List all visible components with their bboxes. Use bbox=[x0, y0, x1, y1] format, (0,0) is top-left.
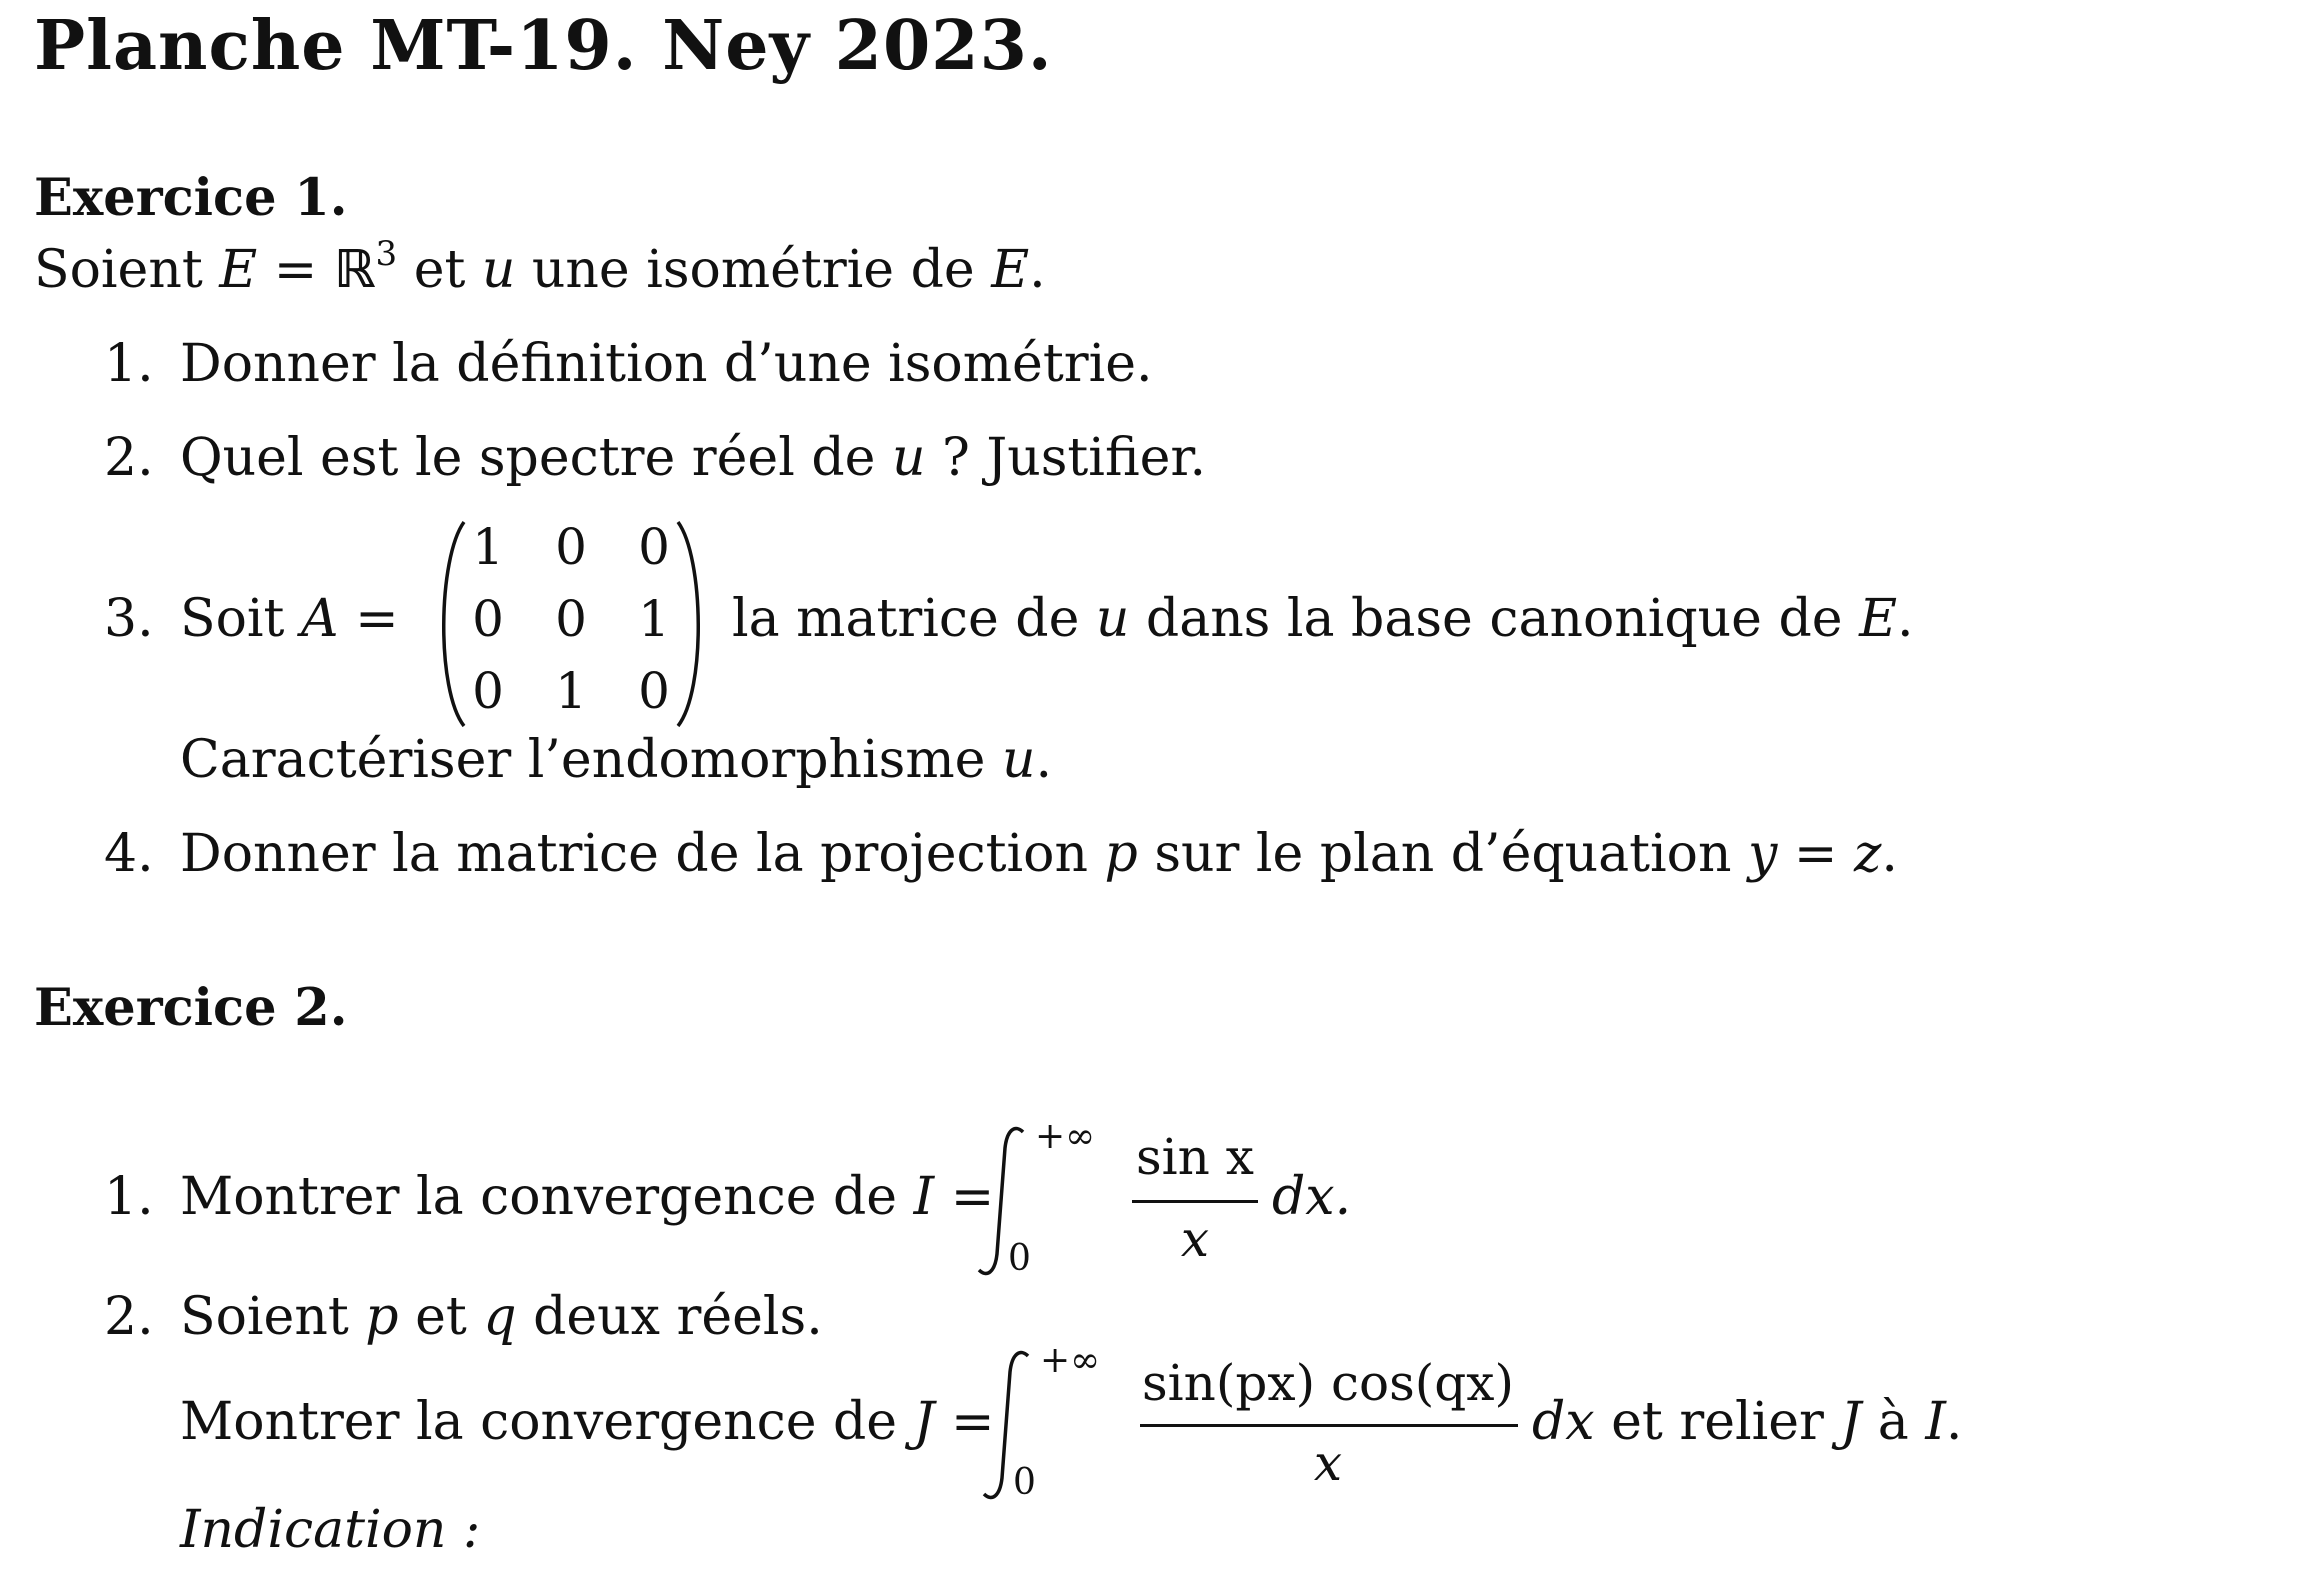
var-I: I bbox=[1925, 1392, 1946, 1452]
intro-text: Soient bbox=[34, 240, 220, 300]
matrix-cell: 0 bbox=[638, 662, 670, 720]
fraction-numerator: sin(px) cos(qx) bbox=[1142, 1354, 1514, 1412]
period: . bbox=[1035, 730, 1053, 790]
matrix-cell: 1 bbox=[638, 590, 670, 648]
item-text: Caractériser l’endomorphisme bbox=[180, 730, 1002, 790]
equals-sign: = bbox=[1777, 824, 1855, 884]
item-number: 1. bbox=[104, 334, 154, 394]
var-J: J bbox=[1840, 1392, 1862, 1452]
matrix-cell: 0 bbox=[472, 590, 504, 648]
var-q: q bbox=[483, 1287, 517, 1347]
exercise-1-item-2 bbox=[180, 428, 1206, 488]
matrix-cell: 0 bbox=[555, 590, 587, 648]
item-number: 2. bbox=[104, 428, 154, 488]
item-number: 2. bbox=[104, 1287, 154, 1347]
fraction-bar bbox=[1140, 1424, 1518, 1427]
exercise-1-item-3-tail bbox=[732, 589, 1914, 649]
item-text: la matrice de bbox=[732, 589, 1096, 649]
var-E: E bbox=[1859, 589, 1898, 649]
item-number: 3. bbox=[104, 589, 154, 649]
var-u: u bbox=[1001, 730, 1036, 790]
var-p: p bbox=[1104, 824, 1138, 884]
item-number: 4. bbox=[104, 824, 154, 884]
fraction-numerator: sin x bbox=[1136, 1128, 1254, 1186]
intro-text: une isométrie de bbox=[515, 240, 992, 300]
period: . bbox=[1881, 824, 1898, 884]
item-text: à bbox=[1861, 1392, 1926, 1452]
item-text: Soient bbox=[180, 1287, 366, 1347]
equals-sign: = bbox=[934, 1167, 995, 1227]
item-text: sur le plan d’équation bbox=[1137, 824, 1748, 884]
var-u: u bbox=[1095, 589, 1130, 649]
exercise-1-intro bbox=[34, 234, 1046, 300]
item-text: Quel est le spectre réel de bbox=[180, 428, 892, 488]
equals-sign: = bbox=[257, 240, 334, 300]
matrix-cell: 1 bbox=[472, 518, 504, 576]
differential: dx. bbox=[1272, 1167, 1352, 1227]
item-text: deux réels. bbox=[516, 1287, 823, 1347]
exercise-1-item-3-lead bbox=[180, 589, 399, 649]
exercise-2-item-2-line-2 bbox=[180, 1392, 995, 1452]
item-text: dans la base canonique de bbox=[1129, 589, 1860, 649]
indication-label: Indication : bbox=[180, 1500, 481, 1560]
exercise-2-item-2-tail bbox=[1532, 1392, 1962, 1452]
fraction-bar bbox=[1132, 1200, 1258, 1203]
page-title: Planche MT-19. Ney 2023. bbox=[34, 6, 1053, 86]
exercise-1-item-4 bbox=[180, 824, 1898, 884]
var-J: J bbox=[913, 1392, 935, 1452]
real-numbers-symbol: ℝ bbox=[333, 240, 376, 300]
matrix-cell: 0 bbox=[638, 518, 670, 576]
item-text: Soit bbox=[180, 589, 301, 649]
var-u: u bbox=[891, 428, 926, 488]
var-y: y bbox=[1747, 824, 1778, 884]
fraction-denominator: x bbox=[1180, 1210, 1210, 1268]
exercise-2-heading: Exercice 2. bbox=[34, 978, 348, 1038]
item-text: ? Justifier. bbox=[925, 428, 1207, 488]
var-A: A bbox=[301, 589, 339, 649]
var-p: p bbox=[365, 1287, 399, 1347]
period: . bbox=[1029, 240, 1046, 300]
matrix-cell: 1 bbox=[555, 662, 587, 720]
period: . bbox=[1897, 589, 1914, 649]
equals-sign: = bbox=[338, 589, 399, 649]
var-u: u bbox=[481, 240, 516, 300]
var-E: E bbox=[991, 240, 1030, 300]
var-z: z bbox=[1854, 824, 1882, 884]
differential: dx bbox=[1532, 1392, 1595, 1452]
exercise-2-item-1-lead bbox=[180, 1167, 994, 1227]
exercise-2-item-2-line-1 bbox=[180, 1287, 823, 1347]
integral-lower-limit: 0 bbox=[1008, 1238, 1031, 1279]
intro-text: et bbox=[397, 240, 482, 300]
item-text: Donner la matrice de la projection bbox=[180, 824, 1105, 884]
matrix-cell: 0 bbox=[472, 662, 504, 720]
matrix-cell: 0 bbox=[555, 518, 587, 576]
exercise-1-item-3-line-2 bbox=[180, 730, 1052, 790]
item-text: Montrer la convergence de bbox=[180, 1167, 914, 1227]
var-E: E bbox=[219, 240, 258, 300]
integral-lower-limit: 0 bbox=[1013, 1462, 1036, 1503]
fraction-denominator: x bbox=[1313, 1434, 1343, 1492]
exponent: 3 bbox=[375, 234, 398, 274]
item-text: Montrer la convergence de bbox=[180, 1392, 914, 1452]
item-text: et bbox=[398, 1287, 484, 1347]
var-I: I bbox=[913, 1167, 935, 1227]
integral-upper-limit: +∞ bbox=[1040, 1340, 1101, 1381]
integral-upper-limit: +∞ bbox=[1035, 1116, 1096, 1157]
item-text: et relier bbox=[1594, 1392, 1841, 1452]
equals-sign: = bbox=[934, 1392, 995, 1452]
exercise-1-heading: Exercice 1. bbox=[34, 168, 348, 228]
exercise-1-item-1: Donner la définition d’une isométrie. bbox=[180, 334, 1153, 394]
period: . bbox=[1945, 1392, 1963, 1452]
item-number: 1. bbox=[104, 1167, 154, 1227]
